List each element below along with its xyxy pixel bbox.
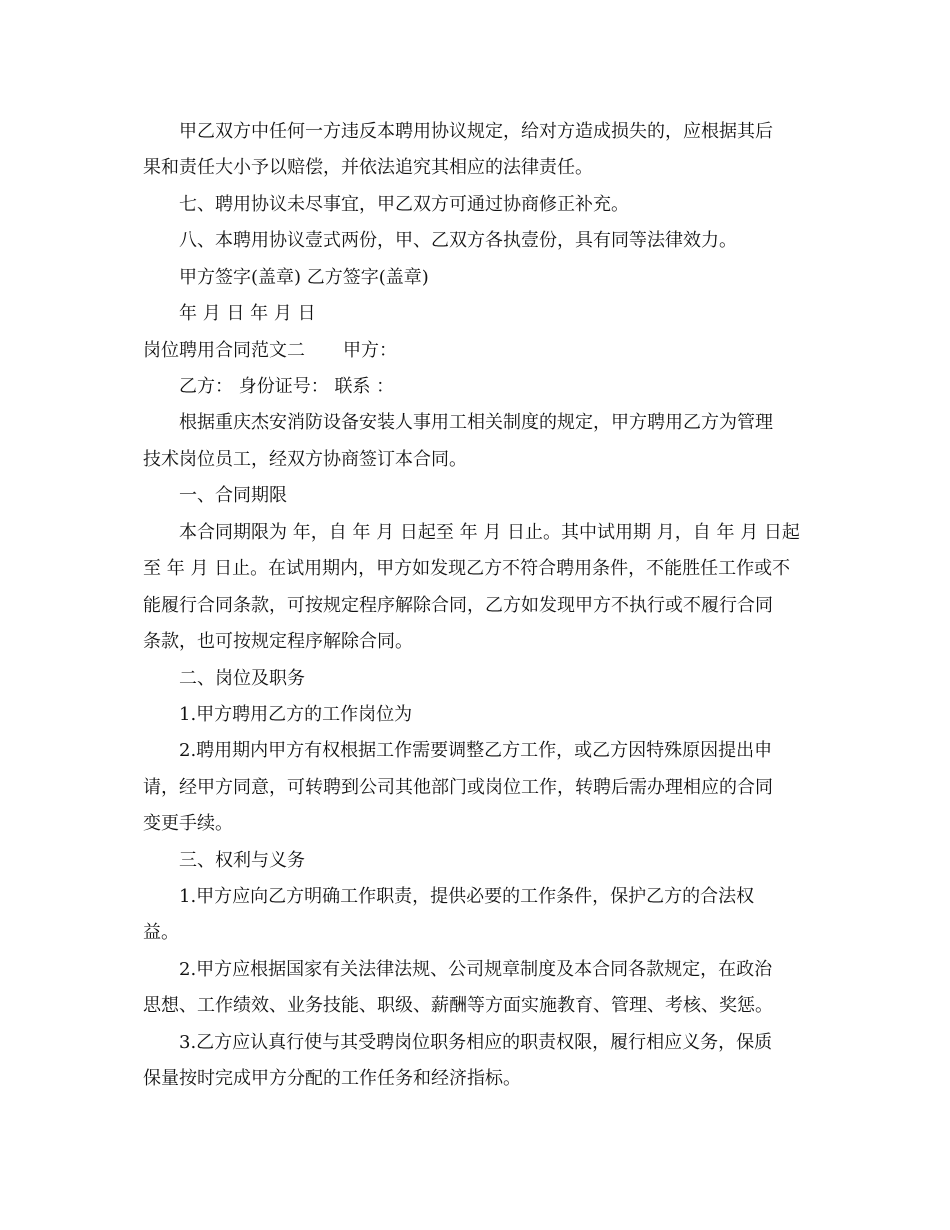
paragraph-line: 能履行合同条款，可按规定程序解除合同，乙方如发现甲方不执行或不履行合同 bbox=[143, 595, 773, 616]
party-b-line: 乙方： 身份证号： 联系 ： bbox=[179, 376, 395, 397]
paragraph-line: 1.甲方应向乙方明确工作职责，提供必要的工作条件，保护乙方的合法权 bbox=[179, 886, 755, 907]
paragraph-line: 2.聘用期内甲方有权根据工作需要调整乙方工作，或乙方因特殊原因提出申 bbox=[179, 740, 773, 761]
date-line: 年 月 日 年 月 日 bbox=[179, 303, 316, 324]
clause-heading: 三、权利与义务 bbox=[179, 850, 305, 871]
section-heading-line bbox=[143, 339, 397, 363]
clause-heading: 一、合同期限 bbox=[179, 485, 287, 506]
paragraph-line: 至 年 月 日止。在试用期内，甲方如发现乙方不符合聘用条件，不能胜任工作或不 bbox=[143, 558, 791, 579]
section-heading: 岗位聘用合同范文二 bbox=[143, 340, 305, 361]
paragraph-line: 甲乙双方中任何一方违反本聘用协议规定，给对方造成损失的，应根据其后 bbox=[179, 121, 773, 142]
paragraph-line: 益。 bbox=[143, 922, 179, 943]
paragraph-line: 果和责任大小予以赔偿，并依法追究其相应的法律责任。 bbox=[143, 157, 593, 178]
paragraph-line: 保量按时完成甲方分配的工作任务和经济指标。 bbox=[143, 1068, 521, 1089]
paragraph-line: 2.甲方应根据国家有关法律法规、公司规章制度及本合同各款规定，在政治 bbox=[179, 959, 773, 980]
paragraph-line: 技术岗位员工，经双方协商签订本合同。 bbox=[143, 449, 467, 470]
clause-heading: 二、岗位及职务 bbox=[179, 668, 305, 689]
paragraph-line: 变更手续。 bbox=[143, 813, 233, 834]
paragraph-line: 八、本聘用协议壹式两份，甲、乙双方各执壹份，具有同等法律效力。 bbox=[179, 230, 737, 251]
paragraph-line: 请，经甲方同意，可转聘到公司其他部门或岗位工作，转聘后需办理相应的合同 bbox=[143, 777, 773, 798]
paragraph-line: 七、聘用协议未尽事宜，甲乙双方可通过协商修正补充。 bbox=[179, 194, 629, 215]
party-a-label: 甲方： bbox=[343, 340, 397, 361]
paragraph-line: 本合同期限为 年，自 年 月 日起至 年 月 日止。其中试用期 月，自 年 月 日起 bbox=[179, 522, 800, 543]
paragraph-line: 3.乙方应认真行使与其受聘岗位职务相应的职责权限，履行相应义务，保质 bbox=[179, 1032, 773, 1053]
paragraph-line: 思想、工作绩效、业务技能、职级、薪酬等方面实施教育、管理、考核、奖惩。 bbox=[143, 995, 773, 1016]
paragraph-line: 条款，也可按规定程序解除合同。 bbox=[143, 631, 413, 652]
paragraph-line: 根据重庆杰安消防设备安装人事用工相关制度的规定，甲方聘用乙方为管理 bbox=[179, 412, 773, 433]
signature-line: 甲方签字(盖章) 乙方签字(盖章) bbox=[179, 267, 429, 288]
paragraph-line: 1.甲方聘用乙方的工作岗位为 bbox=[179, 704, 413, 725]
